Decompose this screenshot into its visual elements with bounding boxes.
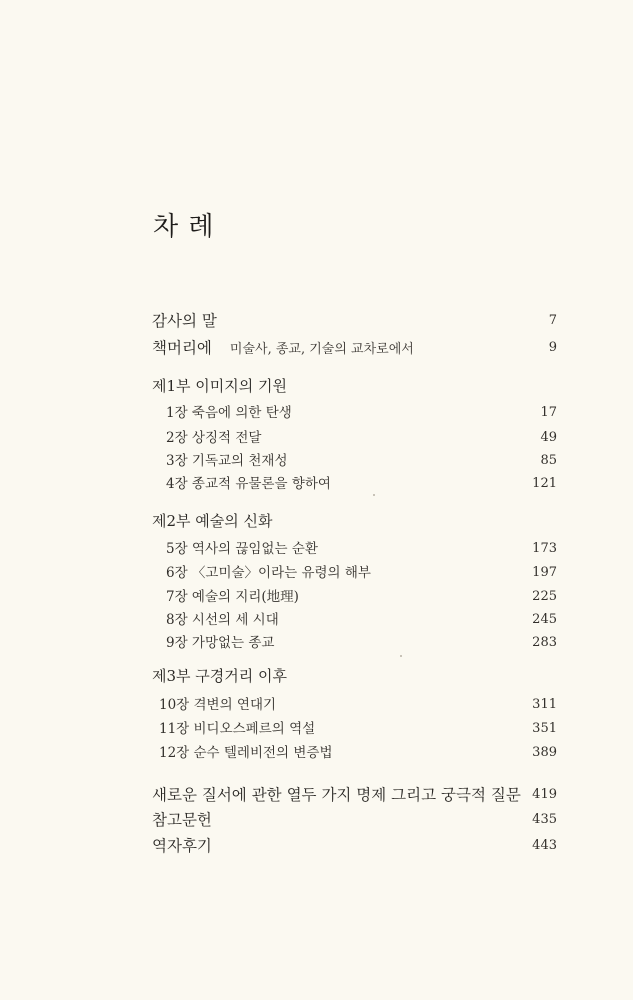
toc-entry-label: 참고문헌: [152, 811, 212, 829]
toc-entry-label: 역자후기: [152, 837, 212, 855]
toc-page-number: 245: [532, 612, 557, 627]
toc-page-number: 435: [532, 812, 557, 827]
toc-page-number: 283: [532, 635, 557, 650]
toc-page-number: 389: [532, 745, 557, 760]
toc-part-label: 제3부 구경거리 이후: [152, 667, 288, 685]
toc-page-number: 419: [532, 787, 557, 802]
toc-chapter-label: 1장 죽음에 의한 탄생: [166, 405, 292, 421]
toc-page-number: 121: [532, 476, 557, 491]
toc-chapter-8[interactable]: [0, 608, 633, 632]
toc-chapter-4[interactable]: [0, 472, 633, 496]
toc-page-number: 197: [532, 565, 557, 580]
toc-chapter-label: 2장 상징적 전달: [166, 430, 262, 446]
toc-entry-translator-afterword[interactable]: [0, 834, 633, 858]
toc-entry-label: 감사의 말: [152, 312, 217, 330]
toc-entry-preface[interactable]: [0, 336, 633, 360]
toc-page-number: 173: [532, 541, 557, 556]
paper-speck: [400, 655, 402, 657]
toc-chapter-1[interactable]: [0, 401, 633, 425]
toc-chapter-label: 8장 시선의 세 시대: [166, 612, 279, 628]
toc-part-3[interactable]: [0, 664, 633, 688]
toc-chapter-5[interactable]: [0, 537, 633, 561]
toc-chapter-6[interactable]: [0, 561, 633, 585]
toc-chapter-9[interactable]: [0, 631, 633, 655]
toc-part-label: 제2부 예술의 신화: [152, 512, 273, 530]
toc-page-number: 17: [540, 405, 557, 420]
toc-entry-acknowledgements[interactable]: [0, 309, 633, 333]
toc-page-number: 351: [532, 721, 557, 736]
toc-chapter-3[interactable]: [0, 449, 633, 473]
toc-entry-label: 새로운 질서에 관한 열두 가지 명제 그리고 궁극적 질문: [152, 786, 521, 804]
toc-chapter-2[interactable]: [0, 426, 633, 450]
toc-chapter-label: 11장 비디오스페르의 역설: [159, 721, 316, 737]
toc-entry-bibliography[interactable]: [0, 808, 633, 832]
toc-page-number: 7: [548, 313, 557, 328]
toc-part-2[interactable]: [0, 509, 633, 533]
toc-entry-title: 책머리에: [152, 339, 212, 357]
toc-chapter-11[interactable]: [0, 717, 633, 741]
page-title: 차 례: [153, 212, 215, 242]
toc-chapter-label: 6장 〈고미술〉이라는 유령의 해부: [166, 565, 371, 581]
toc-page-number: 443: [532, 838, 557, 853]
toc-chapter-12[interactable]: [0, 741, 633, 765]
toc-entry-label: [152, 336, 414, 362]
toc-entry-subtitle: 미술사, 종교, 기술의 교차로에서: [229, 342, 414, 357]
toc-part-1[interactable]: [0, 374, 633, 398]
toc-chapter-label: 4장 종교적 유물론을 향하여: [166, 476, 331, 492]
toc-page-number: 49: [540, 430, 557, 445]
toc-chapter-label: 7장 예술의 지리(地理): [166, 589, 299, 605]
toc-chapter-label: 9장 가망없는 종교: [166, 635, 275, 651]
toc-page-number: 85: [540, 453, 557, 468]
toc-chapter-label: 3장 기독교의 천재성: [166, 453, 288, 469]
toc-chapter-7[interactable]: [0, 585, 633, 609]
toc-chapter-label: 12장 순수 텔레비전의 변증법: [159, 745, 333, 761]
toc-entry-propositions[interactable]: [0, 783, 633, 807]
toc-chapter-10[interactable]: [0, 693, 633, 717]
toc-page-number: 225: [532, 589, 557, 604]
toc-chapter-label: 10장 격변의 연대기: [159, 697, 277, 713]
toc-page-number: 311: [532, 697, 557, 712]
toc-page-number: 9: [548, 340, 557, 355]
paper-speck: [373, 494, 375, 496]
toc-chapter-label: 5장 역사의 끊임없는 순환: [166, 541, 318, 557]
toc-part-label: 제1부 이미지의 기원: [152, 377, 288, 395]
